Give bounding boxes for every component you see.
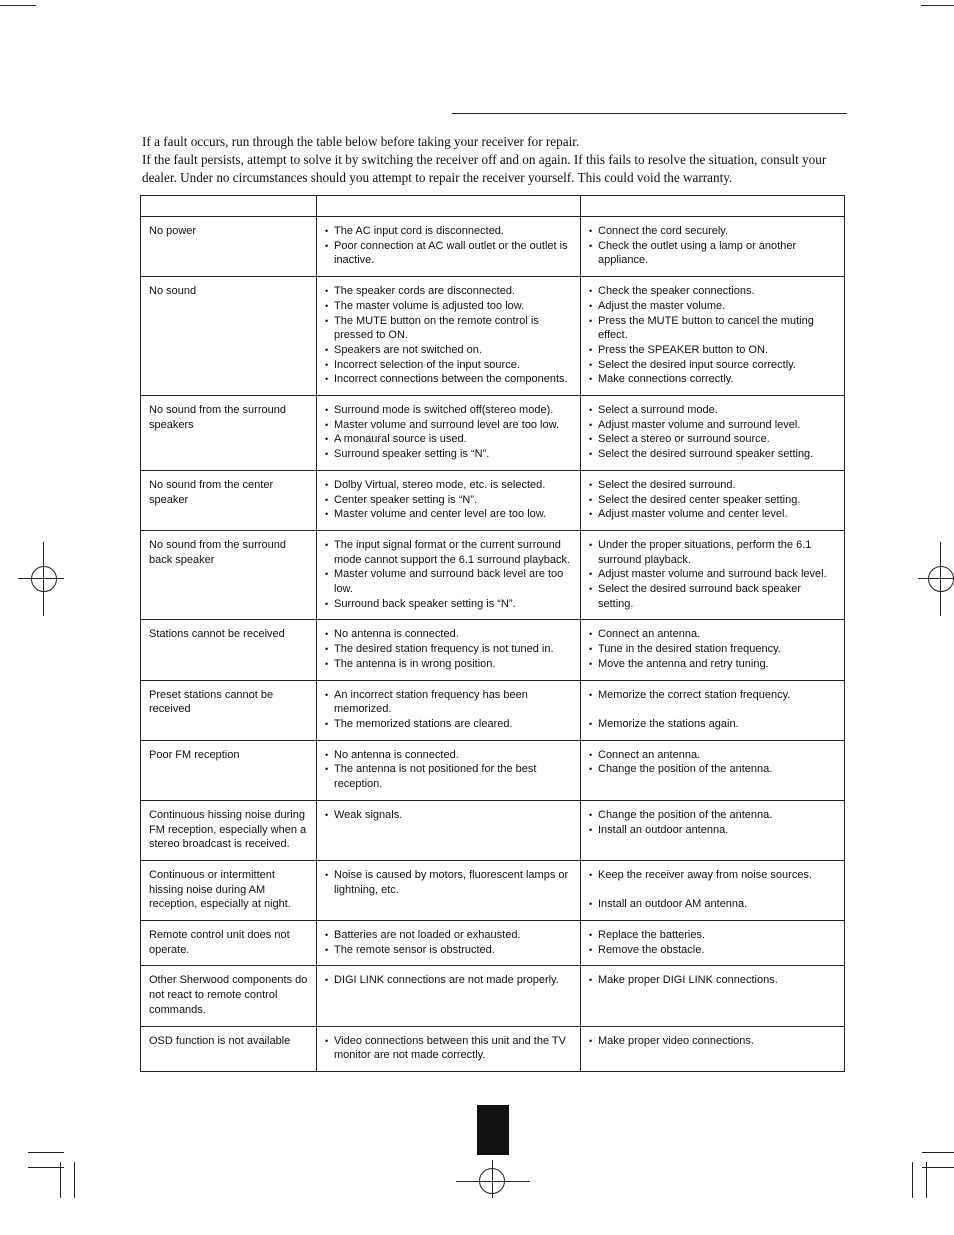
problem-cell	[141, 921, 317, 966]
cause-item: • A monaural source is used.	[325, 432, 572, 447]
header-cell-remedy	[581, 196, 845, 217]
remedy-item: • Keep the receiver away from noise sources.	[589, 868, 836, 883]
cause-item: • Master volume and surround back level are too low.	[325, 567, 572, 596]
remedy-item: • Select the desired surround speaker setting.	[589, 447, 836, 462]
cause-item: • Dolby Virtual, stereo mode, etc. is selected.	[325, 478, 572, 493]
remedy-cell	[581, 740, 845, 800]
cause-list	[325, 973, 572, 988]
table-row	[141, 620, 845, 680]
cause-item: • No antenna is connected.	[325, 748, 572, 763]
remedy-item: • Change the position of the antenna.	[589, 762, 836, 777]
cause-item: • The speaker cords are disconnected.	[325, 284, 572, 299]
remedy-item: • Install an outdoor antenna.	[589, 823, 836, 838]
remedy-cell	[581, 277, 845, 396]
remedy-cell	[581, 680, 845, 740]
table-row	[141, 966, 845, 1026]
cause-item: • The desired station frequency is not tuned in.	[325, 642, 572, 657]
crop-mark	[926, 1162, 927, 1198]
problem-cell	[141, 680, 317, 740]
cause-item: • The memorized stations are cleared.	[325, 717, 572, 732]
cause-cell	[317, 966, 581, 1026]
remedy-list	[589, 627, 836, 671]
cause-item: • Video connections between this unit and the TV monitor are not made correctly.	[325, 1034, 572, 1063]
remedy-cell	[581, 470, 845, 530]
remedy-item: • Make proper DIGI LINK connections.	[589, 973, 836, 988]
problem-text: Stations cannot be received	[149, 628, 285, 641]
problem-cell	[141, 217, 317, 277]
remedy-list	[589, 808, 836, 837]
cause-cell	[317, 620, 581, 680]
cause-item: • Surround back speaker setting is “N”.	[325, 597, 572, 612]
intro-text	[142, 133, 842, 187]
remedy-item: • Connect an antenna.	[589, 627, 836, 642]
header-cell-problem	[141, 196, 317, 217]
remedy-cell	[581, 1026, 845, 1071]
troubleshooting-table	[140, 195, 845, 1072]
remedy-item: • Adjust master volume and surround level.	[589, 418, 836, 433]
remedy-item: • Memorize the correct station frequency.	[589, 688, 836, 703]
problem-text: OSD function is not available	[149, 1034, 291, 1047]
cause-item: • An incorrect station frequency has been memorized.	[325, 688, 572, 717]
table-row	[141, 740, 845, 800]
problem-cell	[141, 396, 317, 471]
cause-list	[325, 748, 572, 792]
registration-circle	[928, 566, 954, 592]
cause-item: • The remote sensor is obstructed.	[325, 943, 572, 958]
remedy-item: • Connect the cord securely.	[589, 224, 836, 239]
cause-cell	[317, 396, 581, 471]
problem-text: No sound	[149, 285, 197, 298]
remedy-list	[589, 1034, 836, 1049]
cause-cell	[317, 800, 581, 860]
cause-item: • Noise is caused by motors, fluorescent lamps or lightning, etc.	[325, 868, 572, 897]
problem-text: Remote control unit does not operate.	[149, 929, 290, 956]
crop-mark	[74, 1162, 75, 1198]
cause-item: • The antenna is not positioned for the best reception.	[325, 762, 572, 791]
cause-list	[325, 538, 572, 612]
cause-cell	[317, 680, 581, 740]
cause-list	[325, 627, 572, 671]
cause-item: • The MUTE button on the remote control is pressed to ON.	[325, 314, 572, 343]
problem-text: Other Sherwood components do not react to remote control commands.	[149, 974, 308, 1016]
remedy-item: • Press the SPEAKER button to ON.	[589, 343, 836, 358]
cause-cell	[317, 1026, 581, 1071]
table-row	[141, 800, 845, 860]
cause-item: • The antenna is in wrong position.	[325, 657, 572, 672]
problem-text: No sound from the surround back speaker	[149, 538, 286, 566]
remedy-item: • Adjust master volume and surround back level.	[589, 567, 836, 582]
remedy-item: • Select the desired surround back speaker setting.	[589, 582, 836, 611]
cause-list	[325, 284, 572, 387]
problem-cell	[141, 530, 317, 620]
remedy-item: • Make proper video connections.	[589, 1034, 836, 1049]
crop-mark	[28, 1152, 64, 1153]
remedy-cell	[581, 530, 845, 620]
crop-mark	[60, 1162, 61, 1198]
problem-cell	[141, 740, 317, 800]
cause-list	[325, 1034, 572, 1063]
problem-text: No sound from the surround speakers	[149, 404, 286, 431]
remedy-list	[589, 224, 836, 268]
cause-cell	[317, 860, 581, 920]
cause-item: • Surround mode is switched off(stereo mode).	[325, 403, 572, 418]
problem-cell	[141, 277, 317, 396]
table-row	[141, 396, 845, 471]
remedy-cell	[581, 860, 845, 920]
remedy-list	[589, 284, 836, 387]
remedy-item: • Remove the obstacle.	[589, 943, 836, 958]
cause-list	[325, 688, 572, 732]
cause-item: • Weak signals.	[325, 808, 572, 823]
table-row	[141, 217, 845, 277]
remedy-item: • Select the desired surround.	[589, 478, 836, 493]
remedy-item: • Adjust the master volume.	[589, 299, 836, 314]
remedy-item: • Move the antenna and retry tuning.	[589, 657, 836, 672]
table-header-row	[141, 196, 845, 217]
remedy-list	[589, 748, 836, 777]
problem-text: Continuous or intermittent hissing noise during AM reception, especially at night.	[149, 868, 291, 911]
crop-mark	[921, 5, 954, 6]
table-row	[141, 530, 845, 620]
table-row	[141, 1026, 845, 1071]
cause-item: • Batteries are not loaded or exhausted.	[325, 928, 572, 943]
problem-text: No sound from the center speaker	[149, 478, 274, 506]
cause-cell	[317, 530, 581, 620]
problem-text: No power	[149, 225, 197, 237]
crop-mark	[912, 1162, 913, 1198]
registration-circle	[479, 1168, 505, 1194]
cause-list	[325, 403, 572, 462]
remedy-item: • Select the desired center speaker setting.	[589, 493, 836, 508]
remedy-list	[589, 973, 836, 988]
cause-item: • The AC input cord is disconnected.	[325, 224, 572, 239]
remedy-cell	[581, 217, 845, 277]
table-row	[141, 680, 845, 740]
cause-item: • DIGI LINK connections are not made properly.	[325, 973, 572, 988]
cause-list	[325, 928, 572, 957]
remedy-cell	[581, 966, 845, 1026]
cause-item: • Master volume and center level are too low.	[325, 507, 572, 522]
table-row	[141, 277, 845, 396]
problem-text: Poor FM reception	[149, 748, 240, 761]
remedy-item: • Adjust master volume and center level.	[589, 507, 836, 522]
cause-item: • Surround speaker setting is “N”.	[325, 447, 572, 462]
intro-line-1: If a fault occurs, run through the table below before taking your receiver for repair.	[142, 134, 580, 149]
cause-item: • Poor connection at AC wall outlet or the outlet is inactive.	[325, 239, 572, 268]
remedy-item: • Tune in the desired station frequency.	[589, 642, 836, 657]
cause-list	[325, 808, 572, 823]
cause-cell	[317, 277, 581, 396]
remedy-list	[589, 868, 836, 912]
table-row	[141, 860, 845, 920]
problem-cell	[141, 1026, 317, 1071]
cause-item: • Master volume and surround level are too low.	[325, 418, 572, 433]
remedy-list	[589, 538, 836, 612]
cause-cell	[317, 921, 581, 966]
cause-cell	[317, 740, 581, 800]
remedy-list	[589, 478, 836, 522]
table-row	[141, 921, 845, 966]
remedy-item: • Make connections correctly.	[589, 372, 836, 387]
crop-mark	[0, 5, 36, 6]
cause-item: • Incorrect selection of the input source.	[325, 358, 572, 373]
registration-circle	[31, 566, 57, 592]
page-tab	[477, 1105, 509, 1155]
remedy-list	[589, 688, 836, 732]
problem-cell	[141, 966, 317, 1026]
problem-cell	[141, 620, 317, 680]
crop-mark	[922, 1152, 954, 1153]
remedy-item: • Under the proper situations, perform the 6.1 surround playback.	[589, 538, 836, 567]
cause-list	[325, 868, 572, 897]
remedy-item: • Check the outlet using a lamp or another appliance.	[589, 239, 836, 268]
crop-mark	[28, 1167, 64, 1168]
remedy-item: • Press the MUTE button to cancel the muting effect.	[589, 314, 836, 343]
cause-item: • Center speaker setting is “N”.	[325, 493, 572, 508]
remedy-item: • Select the desired input source correctly.	[589, 358, 836, 373]
remedy-cell	[581, 620, 845, 680]
remedy-cell	[581, 800, 845, 860]
problem-text: Continuous hissing noise during FM reception, especially when a stereo broadcast is received.	[149, 808, 307, 851]
cause-item: • Speakers are not switched on.	[325, 343, 572, 358]
table-row	[141, 470, 845, 530]
problem-text: Preset stations cannot be received	[149, 688, 274, 716]
cause-cell	[317, 470, 581, 530]
cause-item: • The master volume is adjusted too low.	[325, 299, 572, 314]
remedy-item: • Change the position of the antenna.	[589, 808, 836, 823]
remedy-list	[589, 928, 836, 957]
cause-item: • The input signal format or the current surround mode cannot support the 6.1 surround playback.	[325, 538, 572, 567]
cause-item: • Incorrect connections between the components.	[325, 372, 572, 387]
cause-list	[325, 224, 572, 268]
remedy-cell	[581, 921, 845, 966]
remedy-item: • Memorize the stations again.	[589, 717, 836, 732]
problem-cell	[141, 800, 317, 860]
cause-cell	[317, 217, 581, 277]
remedy-item: • Check the speaker connections.	[589, 284, 836, 299]
problem-cell	[141, 470, 317, 530]
remedy-item: • Replace the batteries.	[589, 928, 836, 943]
remedy-item: • Connect an antenna.	[589, 748, 836, 763]
remedy-item: • Select a surround mode.	[589, 403, 836, 418]
cause-item: • No antenna is connected.	[325, 627, 572, 642]
remedy-item: • Select a stereo or surround source.	[589, 432, 836, 447]
intro-line-2: If the fault persists, attempt to solve it by switching the receiver off and on again. If this fails to resolve the situation, consult your dealer. Under no circumstances should you attempt to repair the receiver yourself. This could void the warranty.	[142, 152, 827, 185]
remedy-cell	[581, 396, 845, 471]
header-rule	[452, 113, 847, 114]
remedy-item: • Install an outdoor AM antenna.	[589, 897, 836, 912]
problem-cell	[141, 860, 317, 920]
cause-list	[325, 478, 572, 522]
header-cell-cause	[317, 196, 581, 217]
remedy-list	[589, 403, 836, 462]
